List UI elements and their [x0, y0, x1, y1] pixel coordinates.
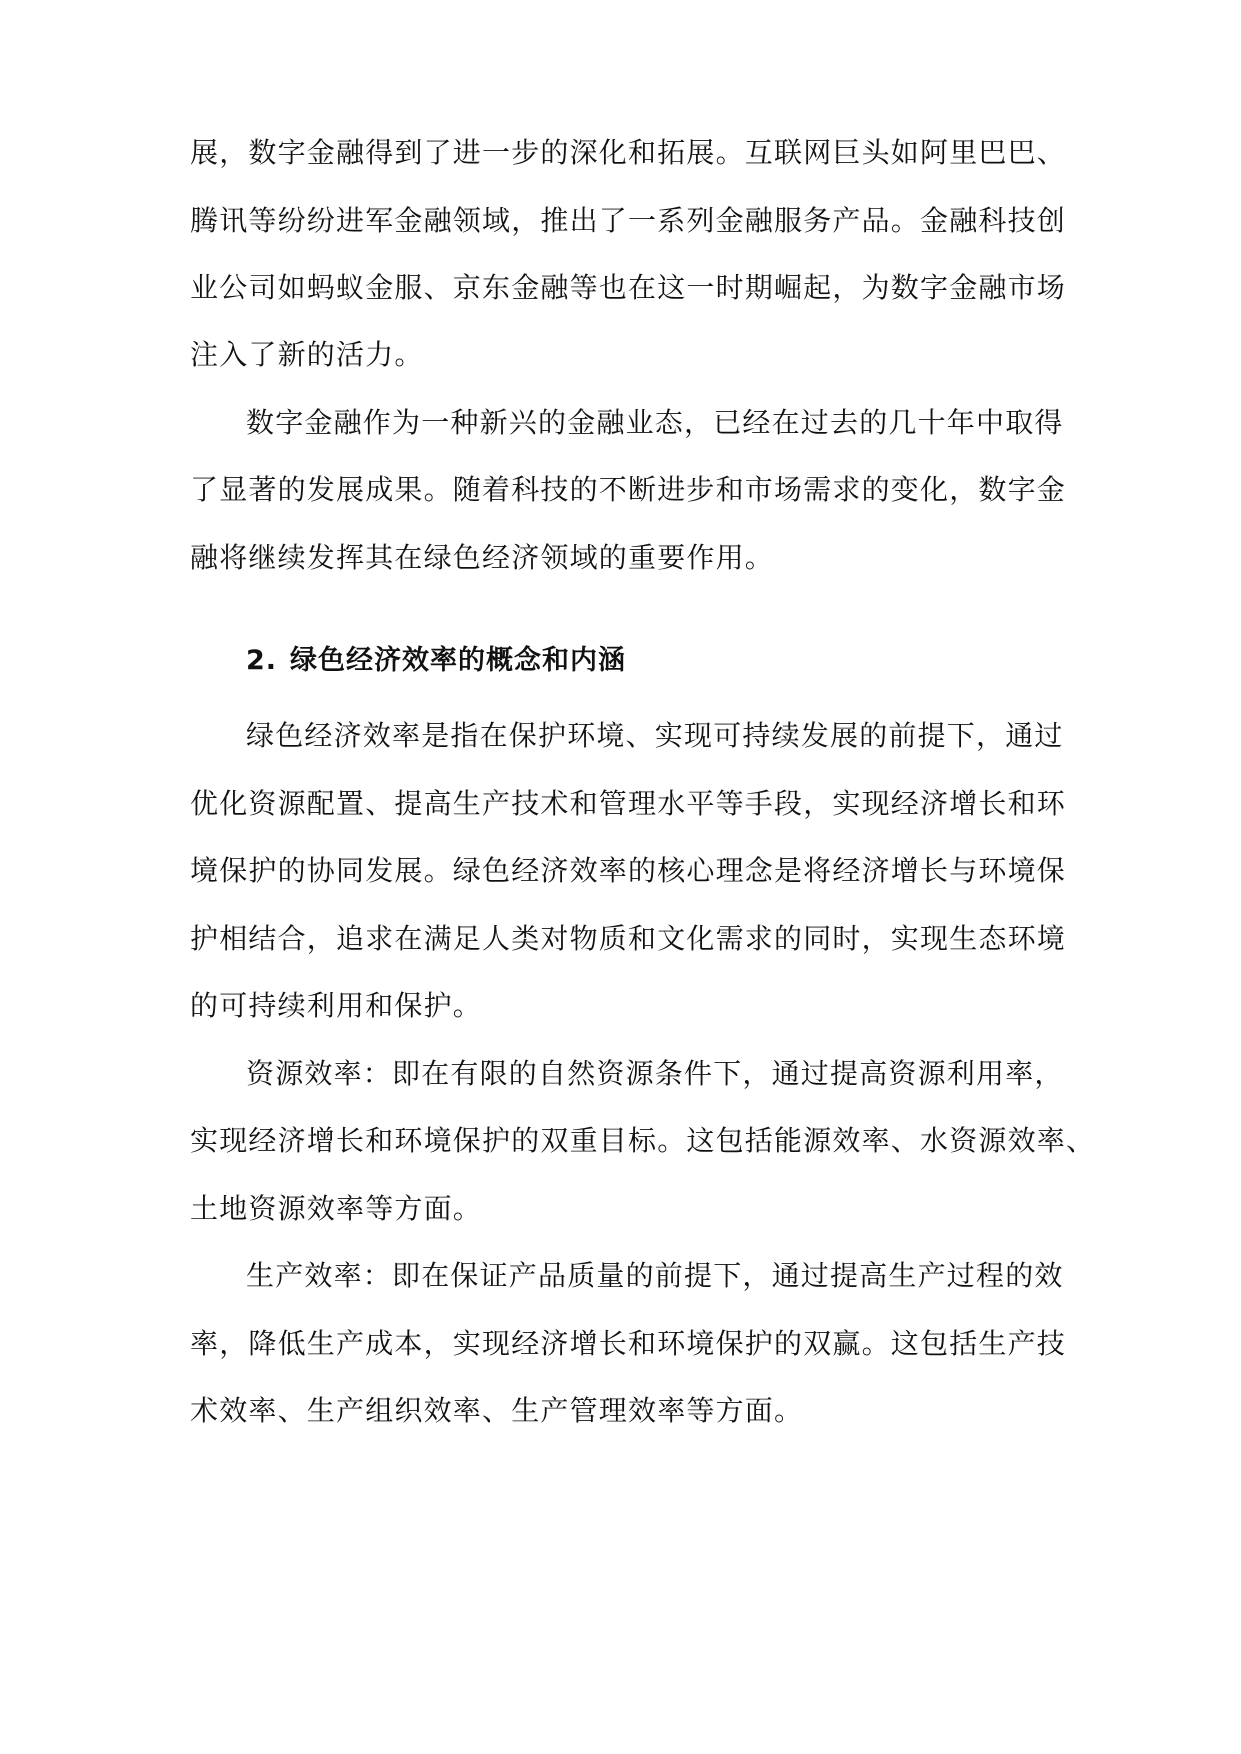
section-title: 绿色经济效率的概念和内涵 — [290, 645, 626, 676]
paragraph-line: 土地资源效率等方面。 — [190, 1192, 483, 1225]
paragraph-line: 了显著的发展成果。随着科技的不断进步和市场需求的变化，数字金 — [190, 473, 1067, 506]
paragraph-line: 业公司如蚂蚁金服、京东金融等也在这一时期崛起，为数字金融市场 — [190, 271, 1067, 304]
paragraph-line: 优化资源配置、提高生产技术和管理水平等手段，实现经济增长和环 — [190, 787, 1067, 820]
paragraph-line: 生产效率：即在保证产品质量的前提下，通过提高生产过程的效 — [246, 1259, 1064, 1292]
paragraph-line: 护相结合，追求在满足人类对物质和文化需求的同时，实现生态环境 — [190, 922, 1067, 955]
paragraph-line: 资源效率：即在有限的自然资源条件下，通过提高资源利用率， — [246, 1057, 1064, 1090]
section-number: 2. — [246, 645, 278, 676]
paragraph-line: 的可持续利用和保护。 — [190, 989, 483, 1022]
paragraph-line: 注入了新的活力。 — [190, 338, 424, 371]
paragraph-line: 率，降低生产成本，实现经济增长和环境保护的双赢。这包括生产技 — [190, 1327, 1067, 1360]
paragraph-line: 展，数字金融得到了进一步的深化和拓展。互联网巨头如阿里巴巴、 — [190, 136, 1067, 169]
paragraph-line: 融将继续发挥其在绿色经济领域的重要作用。 — [190, 541, 775, 574]
paragraph-line: 术效率、生产组织效率、生产管理效率等方面。 — [190, 1394, 804, 1427]
paragraph-line: 实现经济增长和环境保护的双重目标。这包括能源效率、水资源效率、 — [190, 1124, 1096, 1157]
paragraph-line: 数字金融作为一种新兴的金融业态，已经在过去的几十年中取得 — [246, 406, 1064, 439]
paragraph-line: 绿色经济效率是指在保护环境、实现可持续发展的前提下，通过 — [246, 719, 1064, 752]
paragraph-line: 腾讯等纷纷进军金融领域，推出了一系列金融服务产品。金融科技创 — [190, 204, 1067, 237]
paragraph-line: 境保护的协同发展。绿色经济效率的核心理念是将经济增长与环境保 — [190, 854, 1067, 887]
section-heading — [246, 641, 626, 681]
